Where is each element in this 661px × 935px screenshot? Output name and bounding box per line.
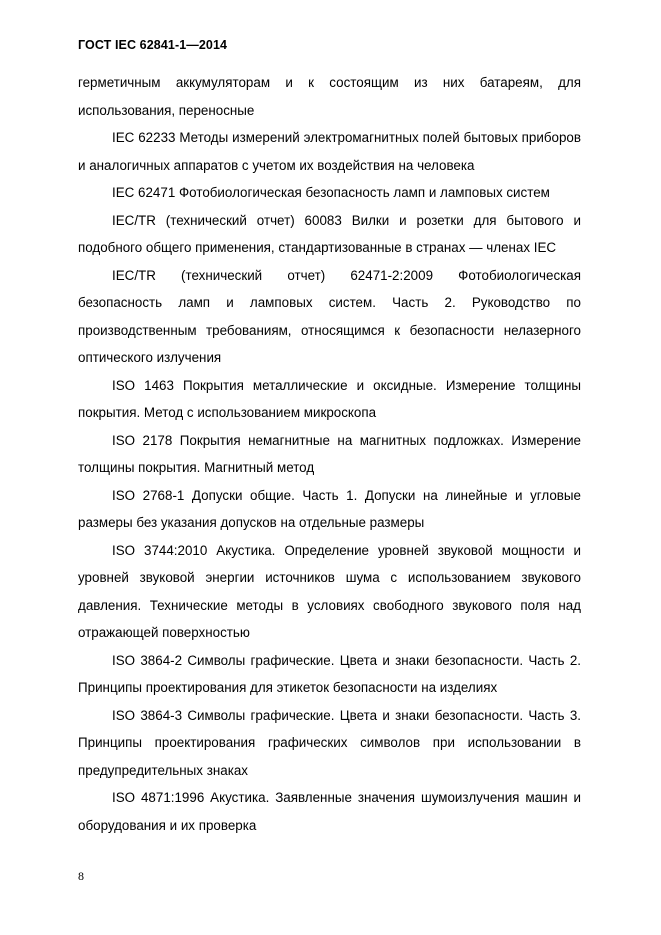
reference-iec-62471: IEC 62471 Фотобиологическая безопасность ламп и ламповых систем bbox=[112, 185, 550, 200]
reference-iso-2768-1: ISO 2768-1 Допуски общие. Часть 1. Допуски на линейные и угловые размеры без указания допусков на отдельные размеры bbox=[78, 487, 581, 530]
reference-iec-tr-62471-2: IEC/TR (технический отчет) 62471-2:2009 Фотобиологическая безопасность ламп и ламповых систем. Часть 2. Руководство по производственным требованиям, относящимся к безопасности нелазерного оптического излучения bbox=[78, 267, 581, 365]
reference-iso-3864-2: ISO 3864-2 Символы графические. Цвета и знаки безопасности. Часть 2. Принципы проектирования для этикеток безопасности на изделиях bbox=[78, 652, 581, 695]
reference-iso-4871: ISO 4871:1996 Акустика. Заявленные значения шумоизлучения машин и оборудования и их проверка bbox=[78, 790, 581, 833]
document-body bbox=[78, 69, 581, 839]
reference-iso-3744: ISO 3744:2010 Акустика. Определение уровней звуковой мощности и уровней звуковой энергии источников шума с использованием звукового давления. Технические методы в условиях свободного звукового поля над отражающей поверхностью bbox=[78, 542, 581, 640]
reference-iso-3864-3: ISO 3864-3 Символы графические. Цвета и знаки безопасности. Часть 3. Принципы проектирования графических символов при использовании в предупредительных знаках bbox=[78, 707, 581, 778]
document-header: ГОСТ IEC 62841-1—2014 bbox=[78, 38, 228, 52]
reference-iso-2178: ISO 2178 Покрытия немагнитные на магнитных подложках. Измерение толщины покрытия. Магнитный метод bbox=[78, 432, 581, 475]
page-number: 8 bbox=[78, 869, 84, 883]
reference-iec-tr-60083: IEC/TR (технический отчет) 60083 Вилки и розетки для бытового и подобного общего применения, стандартизованные в странах — членах IEC bbox=[78, 212, 581, 255]
reference-iec-62233: IEC 62233 Методы измерений электромагнитных полей бытовых приборов и аналогичных аппаратов с учетом их воздействия на человека bbox=[78, 130, 581, 173]
paragraph-continuation: герметичным аккумуляторам и к состоящим из них батареям, для использования, переносные bbox=[78, 75, 581, 118]
reference-iso-1463: ISO 1463 Покрытия металлические и оксидные. Измерение толщины покрытия. Метод с использованием микроскопа bbox=[78, 377, 581, 420]
